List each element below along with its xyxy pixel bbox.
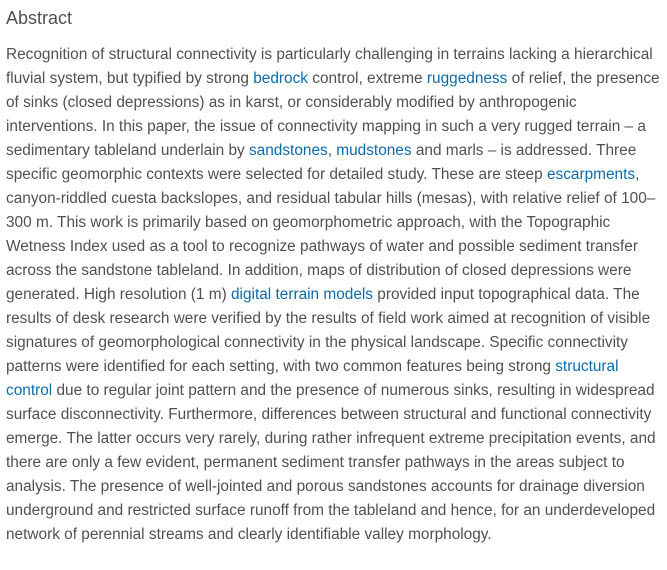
abstract-text-segment: and marls – is addressed. Three specific geomorphic contexts were selected for detailed study. These are steep	[6, 142, 637, 183]
abstract-text-segment: ,	[327, 142, 337, 159]
abstract-text-segment: of relief, the presence of sinks (closed depressions) as in karst, or considerably modified by anthropogenic interventions. In this paper, the issue of connectivity mapping in such a very rugged terrain – a sedimentary tableland underlain by	[6, 70, 660, 159]
abstract-text-segment: provided input topographical data. The results of desk research were verified by the results of field work aimed at recognition of visible signatures of geomorphological connectivity in the physical landscape. Specific connectivity patterns were identified for each setting, with two common features being strong	[6, 286, 651, 375]
keyword-link-digital-terrain-models[interactable]: digital terrain models	[231, 286, 374, 303]
abstract-heading: Abstract	[6, 8, 73, 28]
abstract-text-segment: Recognition of structural connectivity is particularly challenging in terrains lacking a hierarchical fluvial system, but typified by strong	[6, 46, 653, 87]
keyword-link-ruggedness[interactable]: ruggedness	[426, 70, 508, 87]
keyword-link-structural-control[interactable]: structural control	[6, 358, 619, 399]
keyword-link-mudstones[interactable]: mudstones	[336, 142, 412, 159]
abstract-body	[6, 43, 661, 547]
abstract-text-segment: , canyon-riddled cuesta backslopes, and residual tabular hills (mesas), with relative relief of 100–300 m. This work is primarily based on geomorphometric approach, with the Topographic Wetness Index used as a tool to recognize pathways of water and possible sediment transfer across the sandstone tableland. In addition, maps of distribution of closed depressions were generated. High resolution (1 m)	[6, 166, 656, 303]
keyword-link-escarpments[interactable]: escarpments	[546, 166, 636, 183]
keyword-link-bedrock[interactable]: bedrock	[253, 70, 308, 87]
abstract-text-segment: due to regular joint pattern and the presence of numerous sinks, resulting in widespread surface disconnectivity. Furthermore, differences between structural and functional connectivity emerge. The latter occurs very rarely, during rather infrequent extreme precipitation events, and there are only a few evident, permanent sediment transfer pathways in the areas subject to analysis. The presence of well-jointed and porous sandstones accounts for drainage diversion underground and restricted surface runoff from the tableland and hence, for an underdeveloped network of perennial streams and clearly identifiable valley morphology.	[6, 382, 656, 543]
keyword-link-sandstones[interactable]: sandstones	[248, 142, 328, 159]
abstract-text-segment: control, extreme	[307, 70, 427, 87]
